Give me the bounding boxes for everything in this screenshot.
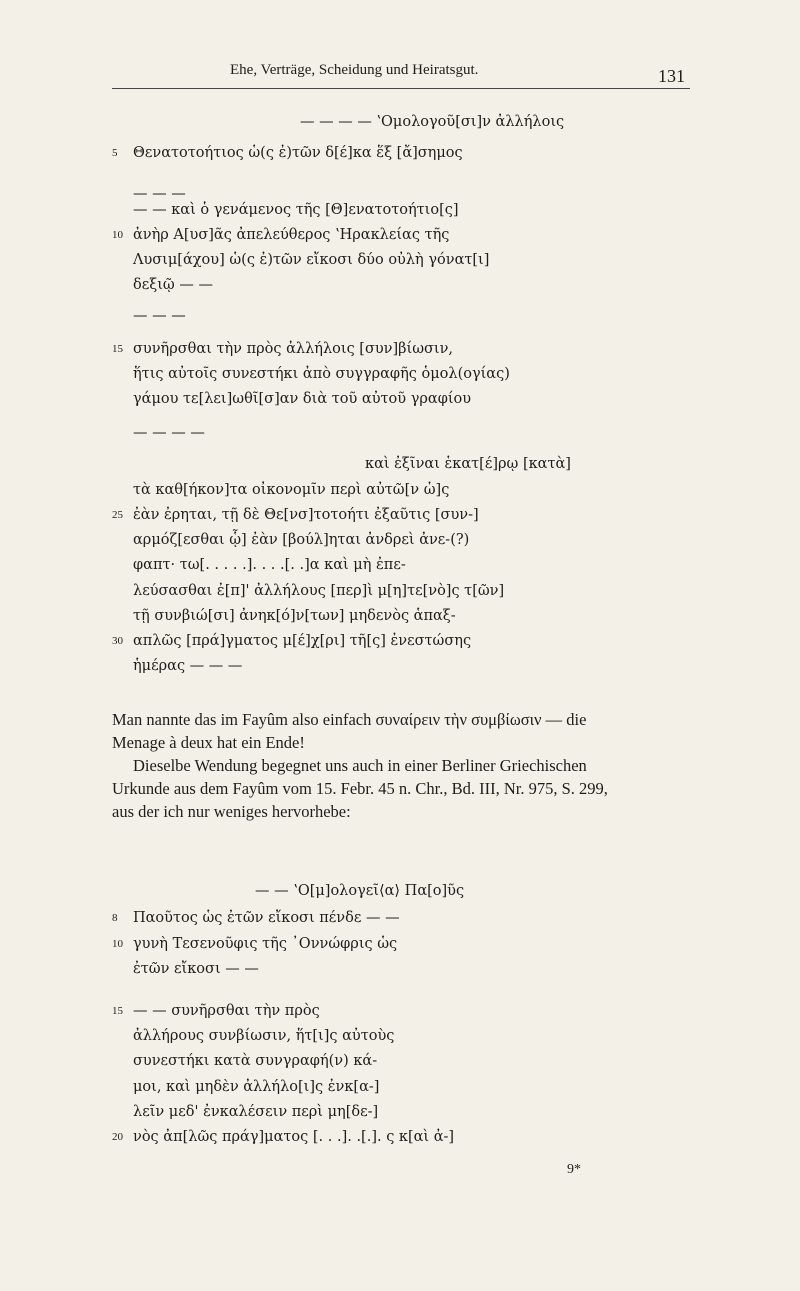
greek-line: λεῖν μεδ' ἐνκαλέσειν περὶ μη[δε-]	[133, 1104, 379, 1120]
prose-line: Menage à deux hat ein Ende!	[112, 733, 305, 752]
greek-line: ἐτῶν εἴκοσι — —	[133, 961, 259, 977]
line-number: 8	[112, 912, 118, 924]
greek-line: Παοῦτος ὡς ἐτῶν εἴκοσι πένδε — —	[133, 910, 400, 926]
greek-line: λεύσασθαι ἐ[π]' ἀλλήλους [περ]ὶ μ[η]τε[νὸ]ς τ[ῶν]	[133, 583, 505, 599]
signature-mark: 9*	[567, 1162, 581, 1177]
greek-line: Θενατοτοήτιος ὡ(ς ἐ)τῶν δ[έ]κα ἕξ [ἄ]σημος	[133, 145, 463, 161]
greek-line: — — — —	[133, 425, 205, 441]
greek-line: τῇ συνβιώ[σι] ἀνηκ[ό]ν[των] μηδενὸς ἁπαξ-	[133, 608, 456, 624]
greek-line: ἡμέρας — — —	[133, 658, 243, 674]
line-number: 15	[112, 1005, 123, 1017]
page-number: 131	[658, 66, 685, 86]
greek-line: ἀλλήρους συνβίωσιν, ἥτ[ι]ς αὐτοὺς	[133, 1028, 395, 1044]
line-number: 10	[112, 229, 123, 241]
header-title: Ehe, Verträge, Scheidung und Heiratsgut.	[230, 62, 479, 78]
header-rule	[112, 88, 690, 89]
greek-line: ἐὰν ἐρηται, τῇ δὲ Θε[νσ]τοτοήτι ἐξαῦτις [συν-]	[133, 507, 479, 523]
greek-line: — — ʽΟ[μ]ολογεῖ⟨α⟩ Πα[ο]ῦς	[255, 883, 465, 899]
greek-line: ἥτις αὐτοῖς συνεστήκι ἀπὸ συγγραφῆς ὁμολ(ογίας)	[133, 366, 510, 382]
greek-line: δεξιῷ — —	[133, 277, 213, 293]
greek-line: — — συνῆρσθαι τὴν πρὸς	[133, 1003, 320, 1019]
greek-line: νὸς ἀπ[λῶς πράγ]ματος [. . .]. .[.]. ς κ[αὶ ἀ-]	[133, 1129, 455, 1145]
line-number: 30	[112, 635, 123, 647]
greek-line: ἀνὴρ Α[υσ]ᾶς ἀπελεύθερος ʽΗρακλείας τῆς	[133, 227, 450, 243]
greek-line: αρμόζ[εσθαι ᾧ] ἐὰν [βούλ]ηται ἀνδρεὶ ἀνε-(?)	[133, 532, 470, 548]
greek-line: — — καὶ ὁ γενάμενος τῆς [Θ]ενατοτοήτιο[ς]	[133, 202, 459, 218]
greek-line: τὰ καθ[ήκον]τα οἰκονομῖν περὶ αὐτῶ[ν ὡ]ς	[133, 482, 450, 498]
greek-line: μοι, καὶ μηδὲν ἀλλήλο[ι]ς ἐνκ[α-]	[133, 1079, 380, 1095]
greek-line: γάμου τε[λει]ωθῖ[σ]αν διὰ τοῦ αὐτοῦ γραφίου	[133, 391, 472, 407]
line-number: 5	[112, 147, 118, 159]
line-number: 20	[112, 1131, 123, 1143]
line-number: 15	[112, 343, 123, 355]
greek-line: Λυσιμ[άχου] ὡ(ς ἐ)τῶν εἴκοσι δύο οὐλὴ γόνατ[ι]	[133, 252, 490, 268]
greek-line: — — — — ʽΟμολογοῦ[σι]ν ἀλλήλοις	[300, 114, 565, 130]
prose-line: aus der ich nur weniges hervorhebe:	[112, 802, 351, 821]
greek-line: συνεστήκι κατὰ συνγραφή(ν) κά-	[133, 1053, 378, 1069]
greek-line: γυνὴ Τεσενοῦφις τῆς ᾿Οννώφρις ὡς	[133, 936, 398, 952]
greek-line: — — —	[133, 308, 186, 324]
line-number: 25	[112, 509, 123, 521]
greek-line: καὶ ἐξῖναι ἑκατ[έ]ρῳ [κατὰ]	[365, 456, 571, 472]
greek-line: απλῶς [πρά]γματος μ[έ]χ[ρι] τῆ[ς] ἐνεστώσης	[133, 633, 472, 649]
greek-line: συνῆρσθαι τὴν πρὸς ἀλλήλοις [συν]βίωσιν,	[133, 341, 454, 357]
greek-line: — — —	[133, 186, 186, 202]
prose-line: Urkunde aus dem Fayûm vom 15. Febr. 45 n. Chr., Bd. III, Nr. 975, S. 299,	[112, 779, 608, 798]
prose-line: Dieselbe Wendung begegnet uns auch in einer Berliner Griechischen	[133, 756, 587, 775]
line-number: 10	[112, 938, 123, 950]
greek-line: φαπτ· τω[. . . . .]. . . .[. .]α καὶ μὴ ἐπε-	[133, 557, 406, 573]
prose-line: Man nannte das im Fayûm also einfach συναίρειν τὴν συμβίωσιν — die	[112, 710, 587, 729]
